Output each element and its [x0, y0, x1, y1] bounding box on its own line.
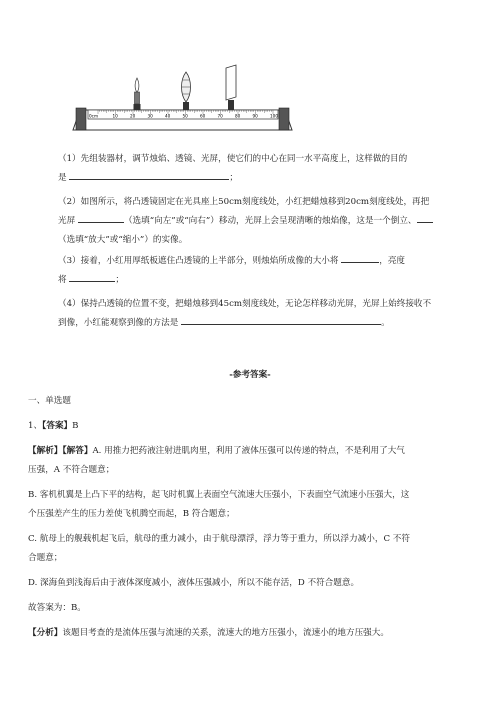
optical-bench-diagram — [70, 60, 295, 140]
ruler-unit-label: 0cm — [89, 113, 99, 119]
ruler-tick-label: 30 — [147, 113, 153, 119]
screen-panel — [226, 65, 236, 100]
summary-line — [28, 624, 478, 643]
convex-lens — [182, 72, 191, 110]
ruler-tick-label: 20 — [130, 113, 136, 119]
part-heading: 一、单选题 — [28, 396, 71, 406]
q3-text-a: （3）接着，小红用厚纸板遮住凸透镜的上半部分，则烛焰所成像的大小将 — [58, 256, 339, 266]
q4-text-b: 。 — [381, 318, 390, 328]
q1-answer-blank[interactable] — [69, 170, 229, 180]
ruler-tick-label: 40 — [165, 113, 171, 119]
ruler-tick-label: 70 — [217, 113, 223, 119]
q4-line-2 — [58, 314, 478, 333]
candle-body — [135, 92, 140, 104]
candle-flame-icon — [135, 78, 139, 92]
q2-size-blank[interactable] — [417, 213, 433, 223]
q2-direction-blank[interactable] — [78, 213, 124, 223]
analysis-d-line: D. 深海鱼到浅海后由于液体深度减小，液体压强减小，所以不能存活，D 不符合题意。 — [28, 578, 360, 588]
summary-text: 该题目考查的是流体压强与流速的关系，流速大的地方压强小，流速小的地方压强大。 — [62, 628, 389, 638]
bench-left-leg — [76, 108, 86, 130]
ruler-tick-label: 10 — [112, 113, 118, 119]
q3-size-blank[interactable] — [341, 253, 379, 263]
optical-bench-figure — [70, 60, 295, 140]
analysis-a-text-1: A. 用推力把药液注射进肌肉里，利用了液体压强可以传递的特点，不是利用了大气 — [92, 446, 405, 456]
q2-screen-label: 光屏 — [58, 216, 76, 226]
q2-line-2 — [58, 212, 478, 231]
answers-section-title: -参考答案- — [229, 370, 271, 380]
question-4 — [58, 295, 478, 333]
ruler-tick-label: 80 — [235, 113, 241, 119]
lens-holder — [183, 102, 189, 110]
analysis-c-line-1: C. 航母上的舰载机起飞后，航母的重力减小，由于航母漂浮，浮力等于重力，所以浮力减小，C 不符 — [28, 534, 410, 544]
analysis-a-line-1 — [28, 442, 478, 461]
answer-tag: 【答案】 — [42, 421, 73, 431]
ruler-tick-label: 50 — [182, 113, 188, 119]
answers-body — [28, 392, 478, 643]
answer-line — [28, 417, 478, 436]
candle-holder — [134, 104, 141, 110]
screen-holder — [228, 100, 234, 110]
question-1 — [58, 150, 478, 188]
q2-line-3: （选填“放大”或“缩小”）的实像。 — [58, 235, 188, 245]
bench-right-leg — [279, 108, 289, 130]
analysis-b-line-1: B. 客机机翼是上凸下平的结构，起飞时机翼上表面空气流速大压强小，下表面空气流速小压强大，这 — [28, 490, 410, 500]
q1-line-1: （1）先组装器材，调节烛焰、透镜、光屏，使它们的中心在同一水平高度上，这样做的目的 — [58, 154, 408, 164]
candle — [134, 78, 141, 110]
question-3 — [58, 252, 478, 290]
q3-text-c: 将 — [58, 275, 67, 285]
q3-line-2 — [58, 271, 478, 290]
light-screen — [226, 65, 236, 110]
q3-text-d: ； — [115, 275, 124, 285]
q1-suffix: ； — [229, 173, 238, 183]
conclusion-line: 故答案为：B。 — [28, 603, 86, 613]
question-number: 1、 — [28, 421, 43, 431]
analysis-c-line-2: 合题意； — [28, 553, 63, 563]
q1-prefix: 是 — [58, 173, 67, 183]
q3-line-1 — [58, 252, 478, 271]
ruler-tick-label: 60 — [200, 113, 206, 119]
answer-value: B — [72, 421, 79, 431]
q2-direction-hint: （选填“向左”或“向右”）移动，光屏上会呈现清晰的烛焰像，这是一个倒立、 — [123, 216, 417, 226]
analysis-b-line-2: 个压强差产生的压力差使飞机腾空而起，B 符合题意； — [28, 509, 235, 519]
summary-tag: 【分析】 — [28, 628, 63, 638]
analysis-tag: 【解析】【解答】 — [28, 446, 93, 456]
ruler-tick-label: 100 — [270, 113, 278, 119]
q3-brightness-blank[interactable] — [69, 272, 115, 282]
q1-line-2 — [58, 169, 478, 188]
q2-line-1: （2）如图所示，将凸透镜固定在光具座上50cm刻度线处，小红把蜡烛移到20cm刻度线处，再把 — [58, 197, 430, 207]
q3-text-b: ，亮度 — [379, 256, 406, 266]
q4-text-a: 到像，小红能观察到像的方法是 — [58, 318, 179, 328]
q4-line-1: （4）保持凸透镜的位置不变，把蜡烛移到45cm刻度线处，无论怎样移动光屏，光屏上始终接收不 — [58, 299, 432, 309]
q4-method-blank[interactable] — [181, 315, 381, 325]
ruler-tick-label: 90 — [252, 113, 258, 119]
question-2 — [58, 193, 478, 250]
analysis-a-line-2: 压强，A 不符合题意； — [28, 465, 115, 475]
